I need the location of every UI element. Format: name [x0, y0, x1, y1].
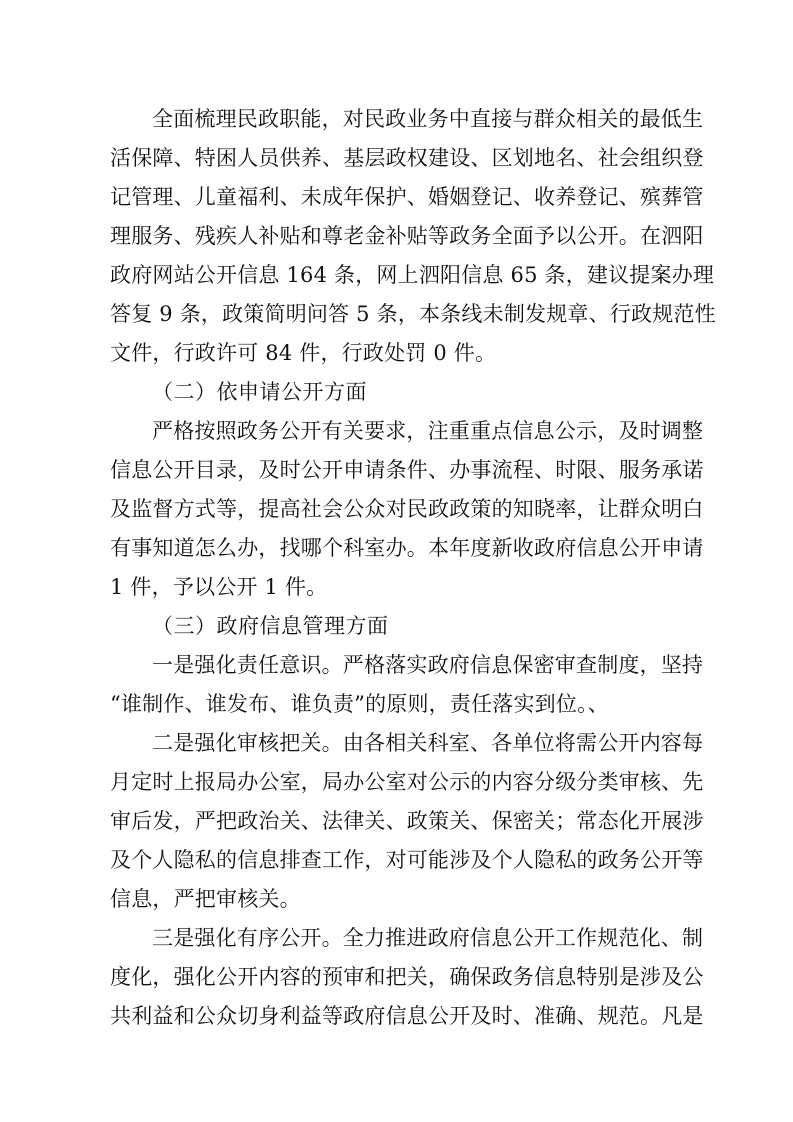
paragraph-2-line-3: 及监督方式等，提高社会公众对民政政策的知晓率，让群众明白 [110, 497, 704, 521]
paragraph-1-line-4: 理服务、残疾人补贴和尊老金补贴等政务全面予以公开。在泗阳 [110, 224, 704, 248]
paragraph-4-line-5: 信息，严把审核关。 [110, 887, 301, 911]
paragraph-3-line-1: 一是强化责任意识。严格落实政府信息保密审查制度，坚持 [152, 653, 704, 677]
paragraph-1-line-1: 全面梳理民政职能，对民政业务中直接与群众相关的最低生 [152, 107, 704, 131]
paragraph-2-line-1: 严格按照政务公开有关要求，注重重点信息公示，及时调整 [152, 419, 704, 443]
paragraph-2-line-4: 有事知道怎么办，找哪个科室办。本年度新收政府信息公开申请 [110, 536, 704, 560]
paragraph-5-line-3: 共利益和公众切身利益等政府信息公开及时、准确、规范。凡是 [110, 1004, 704, 1028]
paragraph-5-line-2: 度化，强化公开内容的预审和把关，确保政务信息特别是涉及公 [110, 965, 704, 989]
paragraph-4-line-1: 二是强化审核把关。由各相关科室、各单位将需公开内容每 [152, 731, 704, 755]
paragraph-4-line-2: 月定时上报局办公室，局办公室对公示的内容分级分类审核、先 [110, 770, 704, 794]
paragraph-1-line-3: 记管理、儿童福利、未成年保护、婚姻登记、收养登记、殡葬管 [110, 185, 704, 209]
paragraph-5-line-1: 三是强化有序公开。全力推进政府信息公开工作规范化、制 [152, 926, 704, 950]
paragraph-3-line-2: “谁制作、谁发布、谁负责”的原则，责任落实到位。、 [110, 692, 609, 716]
section-heading-apply-disclosure: （二）依申请公开方面 [152, 380, 367, 404]
paragraph-2-line-2: 信息公开目录，及时公开申请条件、办事流程、时限、服务承诺 [110, 458, 704, 482]
paragraph-4-line-3: 审后发，严把政治关、法律关、政策关、保密关；常态化开展涉 [110, 809, 704, 833]
paragraph-1-line-2: 活保障、特困人员供养、基层政权建设、区划地名、社会组织登 [110, 146, 704, 170]
section-heading-info-management: （三）政府信息管理方面 [152, 614, 389, 638]
paragraph-1-line-5: 政府网站公开信息 164 条，网上泗阳信息 65 条，建议提案办理 [110, 263, 715, 287]
paragraph-4-line-4: 及个人隐私的信息排查工作，对可能涉及个人隐私的政务公开等 [110, 848, 704, 872]
paragraph-1-line-7: 文件，行政许可 84 件，行政处罚 0 件。 [110, 341, 497, 365]
paragraph-1-line-6: 答复 9 条，政策简明问答 5 条，本条线未制发规章、行政规范性 [110, 302, 716, 326]
paragraph-2-line-5: 1 件，予以公开 1 件。 [110, 575, 328, 599]
